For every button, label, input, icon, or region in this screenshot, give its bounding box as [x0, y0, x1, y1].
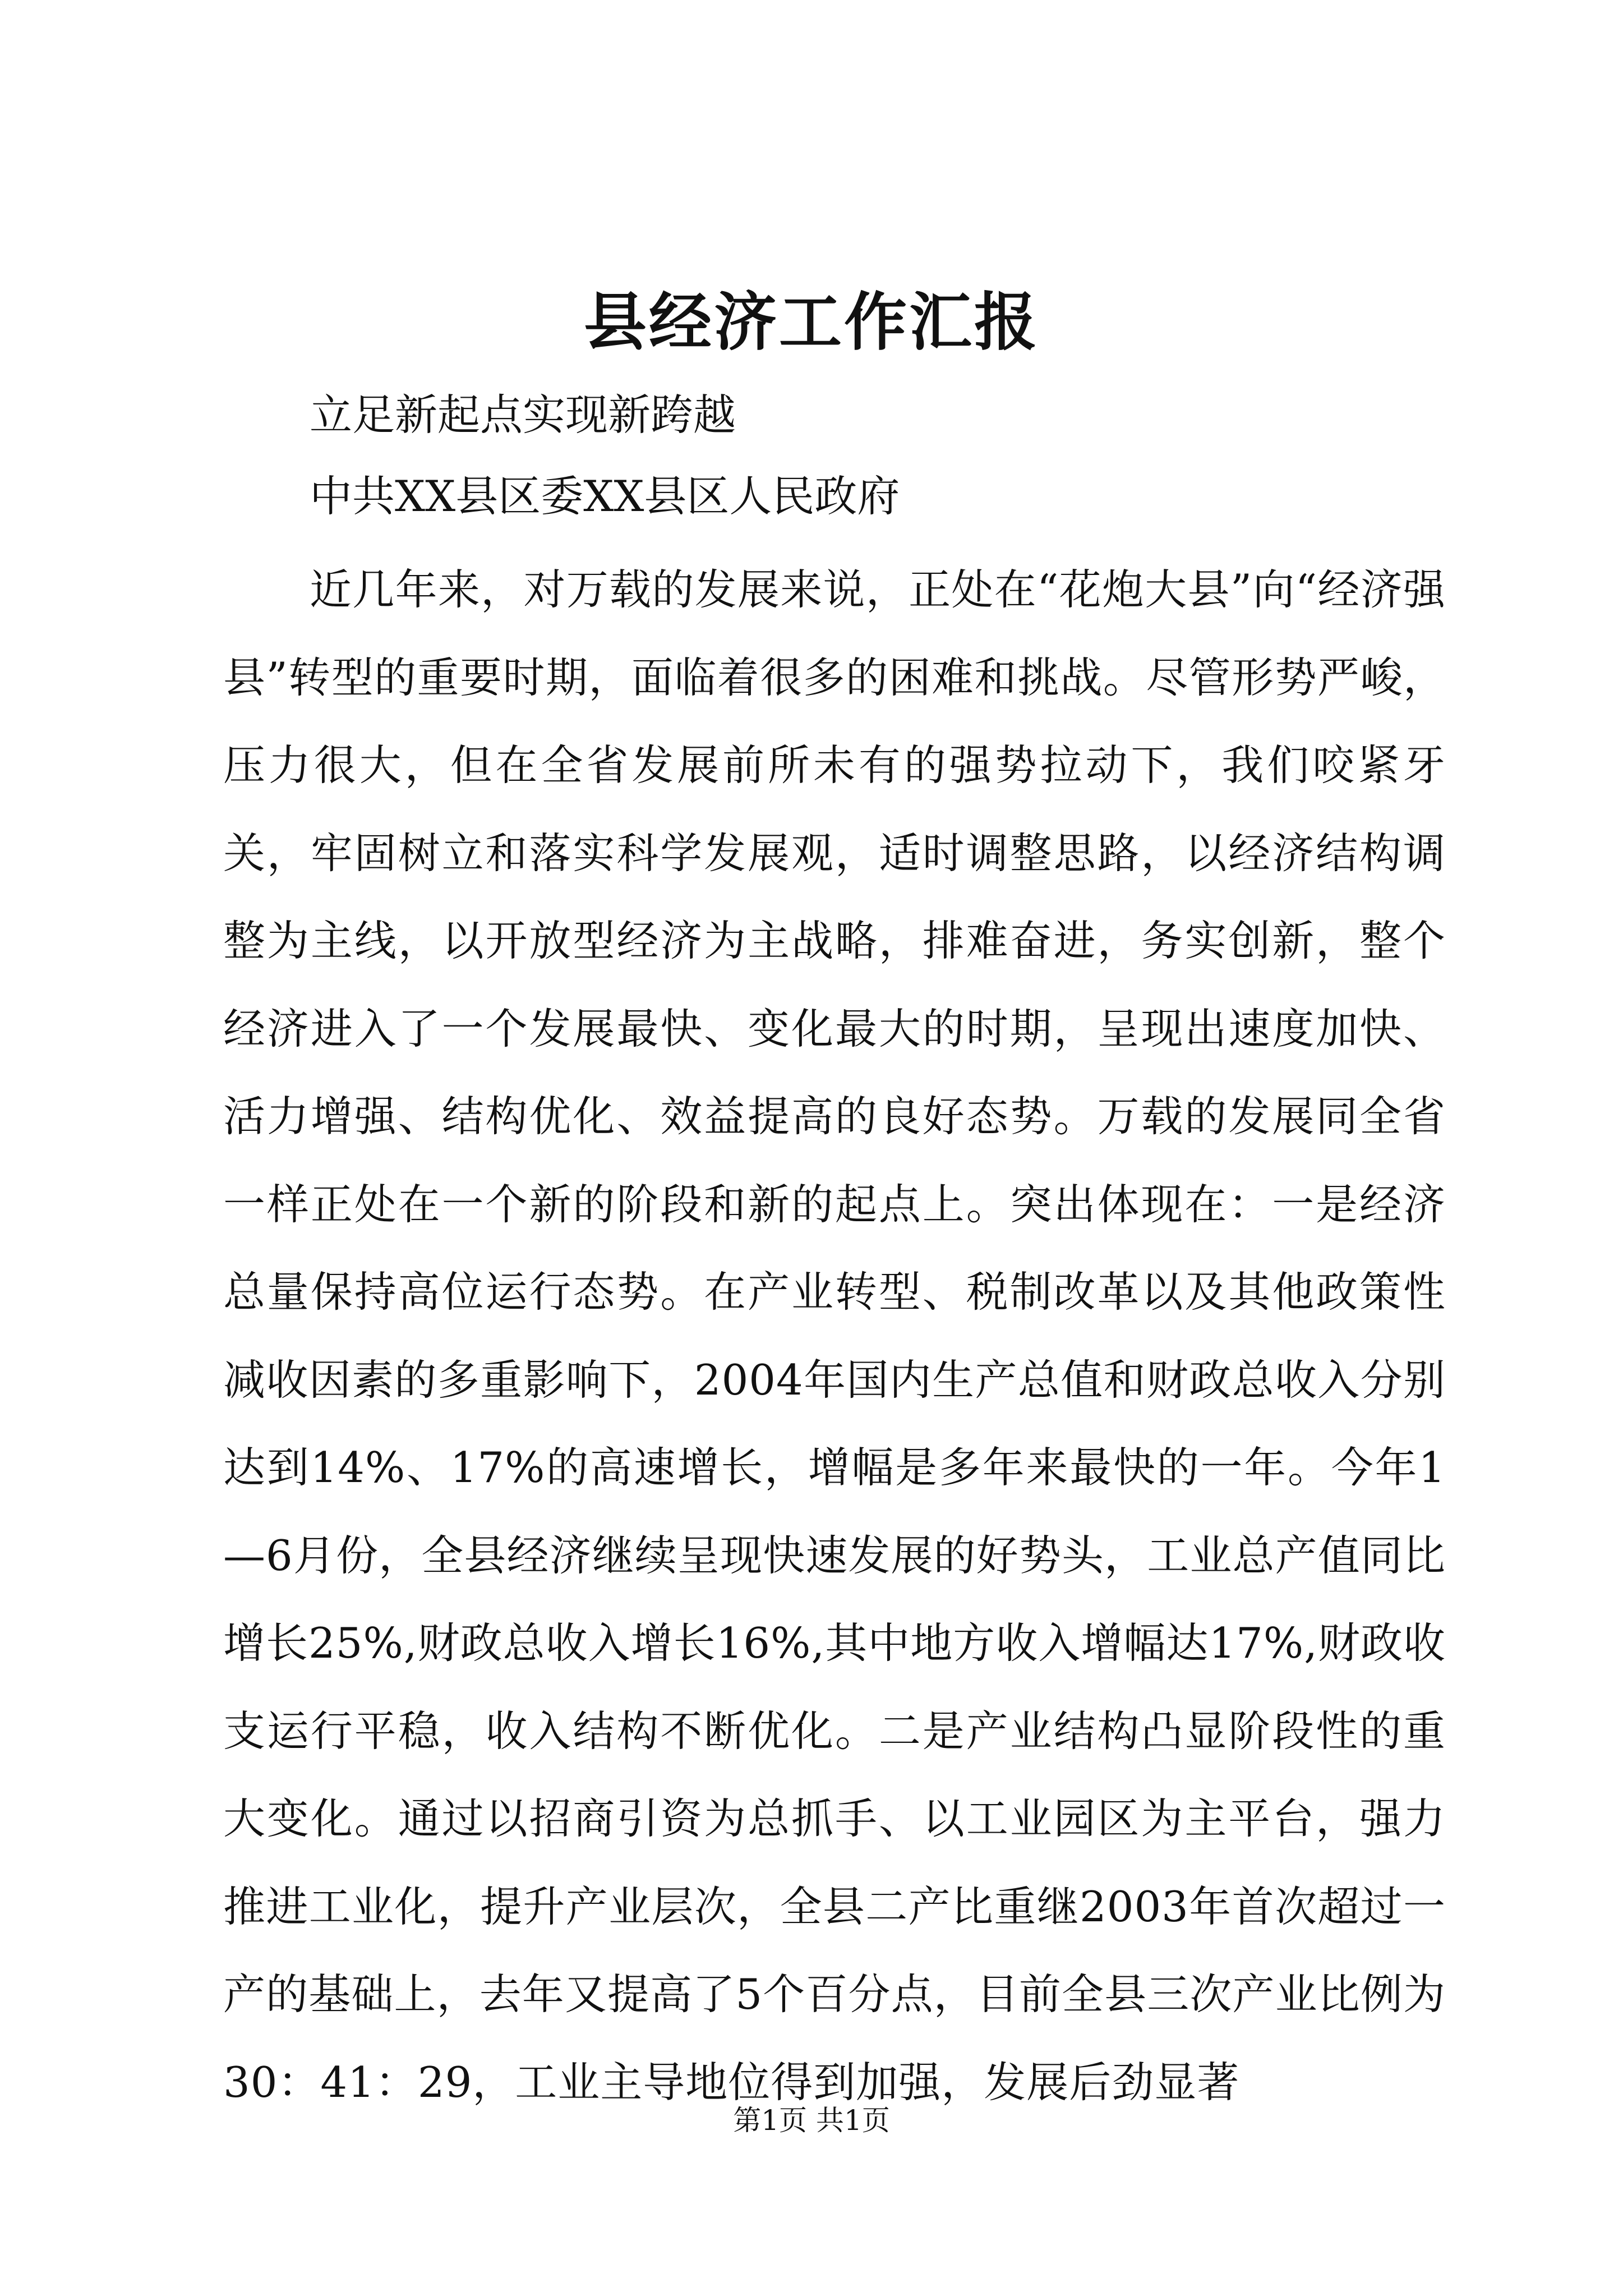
document-subtitle: 立足新起点实现新跨越	[310, 390, 736, 440]
document-title: 县经济工作汇报	[584, 286, 1039, 359]
page-footer: 第1页 共1页	[733, 2104, 890, 2137]
document-authors: 中共XX县区委XX县区人民政府	[310, 471, 900, 521]
body-paragraph: 近几年来，对万载的发展来说，正处在“花炮大县”向“经济强县”转型的重要时期，面临着很多的困难和挑战。尽管形势严峻，压力很大，但在全省发展前所未有的强势拉动下，我们咬紧牙关，牢固树立和落实科学发展观，适时调整思路，以经济结构调整为主线，以开放型经济为主战略，排难奋进，务实创新，整个经济进入了一个发展最快、变化最大的时期，呈现出速度加快、活力增强、结构优化、效益提高的良好态势。万载的发展同全省一样正处在一个新的阶段和新的起点上。突出体现在：一是经济总量保持高位运行态势。在产业转型、税制改革以及其他政策性减收因素的多重影响下，2004年国内生产总值和财政总收入分别达到14%、17%的高速增长，增幅是多年来最快的一年。今年1—6月份，全县经济继续呈现快速发展的好势头，工业总产值同比增长25%,财政总收入增长16%,其中地方收入增幅达17%,财政收支运行平稳，收入结构不断优化。二是产业结构凸显阶段性的重大变化。通过以招商引资为总抓手、以工业园区为主平台，强力推进工业化，提升产业层次，全县二产比重继2003年首次超过一产的基础上，去年又提高了5个百分点，目前全县三次产业比例为30：41：29，工业主导地位得到加强，发展后劲显著	[223, 565, 1446, 2107]
